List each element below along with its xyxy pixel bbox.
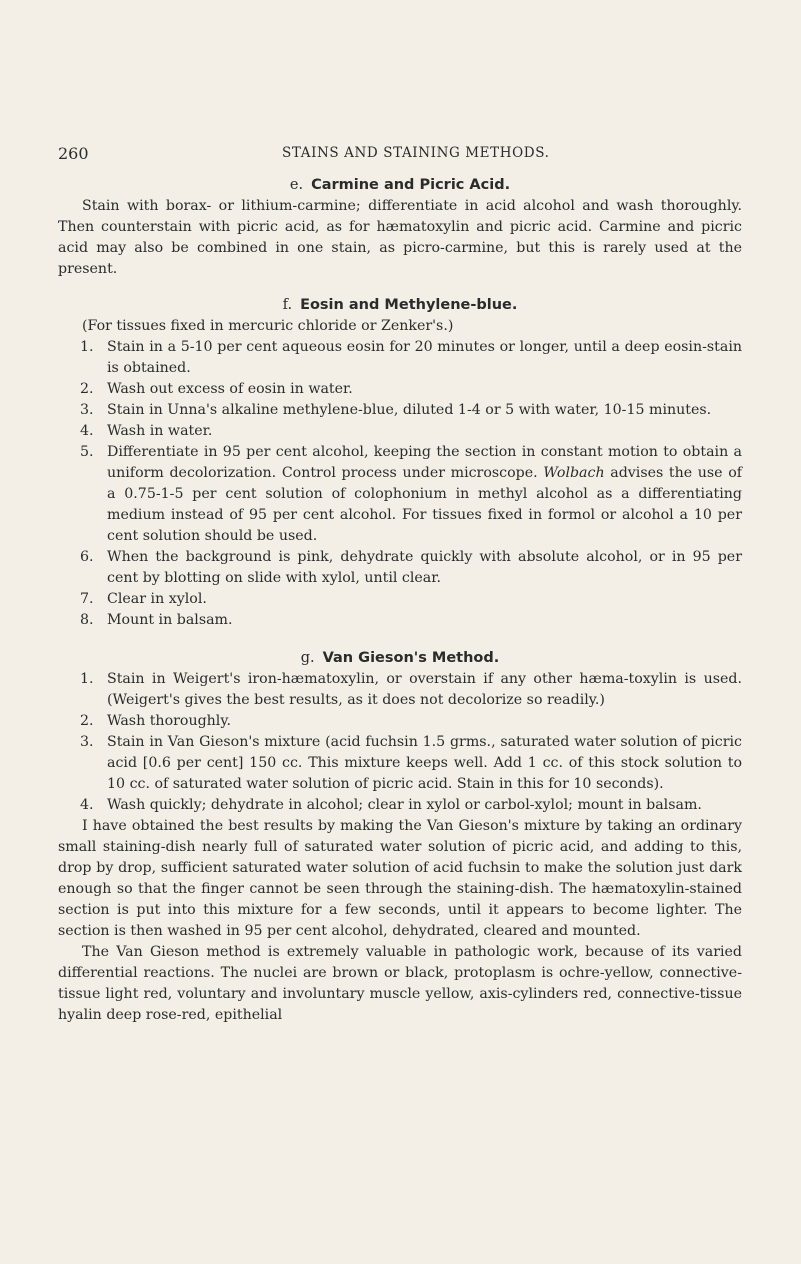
step-number: 4. (80, 797, 94, 813)
list-item (58, 589, 742, 610)
page-header (0, 144, 801, 164)
page-number: 260 (58, 144, 89, 163)
author-name: Wolbach (543, 465, 605, 481)
list-item (58, 442, 742, 547)
step-text: Stain in Unna's alkaline methylene-blue, diluted 1-4 or 5 with water, 10-15 minutes. (107, 402, 712, 418)
section-g-paragraph-1: I have obtained the best results by making the Van Gieson's mixture by taking an ordinary small staining-dish nearly full of saturated water solution of picric acid, and adding to this, drop by drop, sufficient saturated water solution of acid fuchsin to make the solution just dark enough so that the finger cannot be seen through the staining-dish. The hæmatoxylin-stained section is put into this mixture for a few seconds, until it appears to become lighter. The section is then washed in 95 per cent alcohol, dehydrated, cleared and mounted. (58, 818, 742, 939)
step-text: Mount in balsam. (107, 612, 233, 628)
step-text: Wash in water. (107, 423, 213, 439)
list-item (58, 421, 742, 442)
section-f-letter: f. (282, 297, 293, 313)
list-item (58, 795, 742, 816)
step-text: Wash thoroughly. (107, 713, 231, 729)
section-g-heading (58, 648, 742, 669)
section-g-letter: g. (300, 650, 315, 666)
step-number: 3. (80, 402, 94, 418)
step-number: 6. (80, 549, 94, 565)
step-text: Wash quickly; dehydrate in alcohol; clear in xylol or carbol-xylol; mount in balsam. (107, 797, 702, 813)
step-text: Wash out excess of eosin in water. (107, 381, 353, 397)
section-e-paragraph: Stain with borax- or lithium-carmine; differentiate in acid alcohol and wash thoroughly. Then counterstain with picric acid, as for hæmatoxylin and picric acid. Carmine and picric acid may also be combined in one stain, as picro-carmine, but this is rarely used at the present. (58, 198, 742, 277)
section-f-title: Eosin and Methylene-blue. (300, 297, 518, 313)
step-number: 5. (80, 444, 94, 460)
list-item (58, 711, 742, 732)
step-text: Stain in Weigert's iron-hæmatoxylin, or overstain if any other hæma-toxylin is used. (Weigert's gives the best results, as it does not decolorize so readily.) (107, 671, 742, 708)
section-g-title: Van Gieson's Method. (322, 650, 500, 666)
list-item (58, 400, 742, 421)
step-number: 4. (80, 423, 94, 439)
step-number: 2. (80, 713, 94, 729)
list-item (58, 337, 742, 379)
section-e-heading (58, 175, 742, 196)
list-item (58, 379, 742, 400)
section-f-steps (58, 337, 742, 631)
step-number: 2. (80, 381, 94, 397)
step-number: 3. (80, 734, 94, 750)
step-number: 8. (80, 612, 94, 628)
step-number: 1. (80, 339, 94, 355)
section-e-title: Carmine and Picric Acid. (311, 177, 511, 193)
step-text: When the background is pink, dehydrate quickly with absolute alcohol, or in 95 per cent by blotting on slide with xylol, until clear. (107, 549, 742, 586)
step-number: 7. (80, 591, 94, 607)
step-number: 1. (80, 671, 94, 687)
step-text: advises the use of a 0.75-1-5 per cent solution of colophonium in methyl alcohol as a differentiating medium instead of 95 per cent alcohol. For tissues fixed in formol or alcohol a 10 per cent solution should be used. (107, 465, 742, 544)
list-item (58, 732, 742, 795)
step-text: Stain in Van Gieson's mixture (acid fuchsin 1.5 grms., saturated water solution of picric acid [0.6 per cent] 150 cc. This mixture keeps well. Add 1 cc. of this stock solution to 10 cc. of saturated water solution of picric acid. Stain in this for 10 seconds). (107, 734, 742, 792)
section-g-paragraph-2: The Van Gieson method is extremely valuable in pathologic work, because of its varied differential reactions. The nuclei are brown or black, protoplasm is ochre-yellow, connective-tissue light red, voluntary and involuntary muscle yellow, axis-cylinders red, connective-tissue hyalin deep rose-red, epithelial (58, 944, 742, 1023)
list-item (58, 547, 742, 589)
section-f-heading (58, 295, 742, 316)
running-head: STAINS AND STAINING METHODS. (282, 145, 550, 161)
section-f-subtitle: (For tissues fixed in mercuric chloride or Zenker's.) (82, 318, 454, 334)
step-text: Differentiate in 95 per cent alcohol, keeping the section in constant motion to obtain a uniform decolorization. Control process under microscope. (107, 444, 742, 481)
section-g-steps (58, 669, 742, 816)
list-item (58, 610, 742, 631)
list-item (58, 669, 742, 711)
step-text: Stain in a 5-10 per cent aqueous eosin for 20 minutes or longer, until a deep eosin-stain is obtained. (107, 339, 742, 376)
step-text: Clear in xylol. (107, 591, 207, 607)
section-e-letter: e. (289, 177, 304, 193)
page-body (58, 175, 742, 1026)
